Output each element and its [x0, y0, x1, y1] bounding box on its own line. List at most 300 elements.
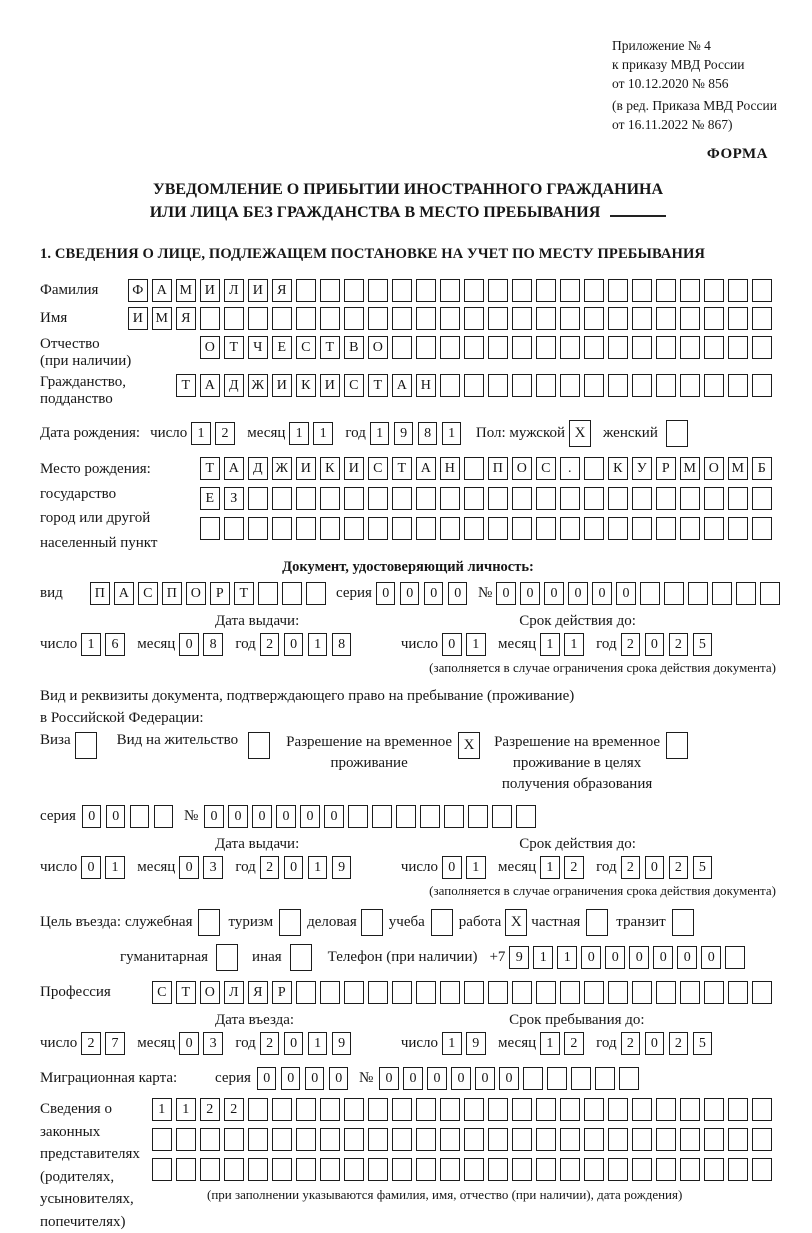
- char-box[interactable]: И: [272, 374, 292, 397]
- char-box[interactable]: [152, 1158, 172, 1181]
- char-box[interactable]: [608, 517, 628, 540]
- char-box[interactable]: [656, 981, 676, 1004]
- char-box[interactable]: Т: [200, 457, 220, 480]
- char-box[interactable]: Я: [176, 307, 196, 330]
- char-box[interactable]: М: [680, 457, 700, 480]
- char-box[interactable]: [560, 307, 580, 330]
- char-box[interactable]: [320, 307, 340, 330]
- char-box[interactable]: [586, 909, 608, 936]
- char-box[interactable]: [632, 374, 652, 397]
- char-box[interactable]: [320, 1128, 340, 1151]
- char-box[interactable]: [488, 374, 508, 397]
- char-box[interactable]: [512, 517, 532, 540]
- char-box[interactable]: [656, 279, 676, 302]
- char-box[interactable]: Ж: [272, 457, 292, 480]
- char-box[interactable]: Т: [234, 582, 254, 605]
- char-box[interactable]: [516, 805, 536, 828]
- char-box[interactable]: [728, 517, 748, 540]
- char-box[interactable]: [392, 307, 412, 330]
- char-box[interactable]: О: [512, 457, 532, 480]
- char-box[interactable]: Т: [176, 374, 196, 397]
- char-box[interactable]: [464, 487, 484, 510]
- char-box[interactable]: 0: [616, 582, 636, 605]
- char-box[interactable]: [536, 307, 556, 330]
- char-box[interactable]: А: [224, 457, 244, 480]
- char-box[interactable]: [680, 374, 700, 397]
- char-box[interactable]: [176, 1128, 196, 1151]
- char-box[interactable]: 0: [376, 582, 396, 605]
- char-box[interactable]: Н: [440, 457, 460, 480]
- char-box[interactable]: [416, 981, 436, 1004]
- char-box[interactable]: 2: [564, 856, 584, 879]
- char-box[interactable]: 0: [252, 805, 272, 828]
- char-box[interactable]: [279, 909, 301, 936]
- char-box[interactable]: [488, 307, 508, 330]
- char-box[interactable]: 8: [332, 633, 352, 656]
- char-box[interactable]: У: [632, 457, 652, 480]
- char-box[interactable]: 1: [442, 1032, 462, 1055]
- char-box[interactable]: Д: [248, 457, 268, 480]
- char-box[interactable]: [584, 374, 604, 397]
- char-box[interactable]: [656, 374, 676, 397]
- char-box[interactable]: 9: [332, 1032, 352, 1055]
- char-box[interactable]: [272, 487, 292, 510]
- char-box[interactable]: [704, 336, 724, 359]
- char-box[interactable]: 7: [105, 1032, 125, 1055]
- char-box[interactable]: С: [344, 374, 364, 397]
- char-box[interactable]: 0: [520, 582, 540, 605]
- char-box[interactable]: Н: [416, 374, 436, 397]
- char-box[interactable]: 1: [540, 633, 560, 656]
- char-box[interactable]: 9: [466, 1032, 486, 1055]
- char-box[interactable]: [680, 1128, 700, 1151]
- char-box[interactable]: [176, 1158, 196, 1181]
- char-box[interactable]: 0: [284, 1032, 304, 1055]
- char-box[interactable]: А: [114, 582, 134, 605]
- char-box[interactable]: А: [200, 374, 220, 397]
- char-box[interactable]: Т: [392, 457, 412, 480]
- char-box[interactable]: 2: [260, 633, 280, 656]
- char-box[interactable]: [468, 805, 488, 828]
- char-box[interactable]: [584, 487, 604, 510]
- char-box[interactable]: П: [488, 457, 508, 480]
- char-box[interactable]: 1: [308, 1032, 328, 1055]
- char-box[interactable]: [608, 307, 628, 330]
- char-box[interactable]: 0: [653, 946, 673, 969]
- char-box[interactable]: [512, 1098, 532, 1121]
- char-box[interactable]: [512, 279, 532, 302]
- char-box[interactable]: [656, 517, 676, 540]
- char-box[interactable]: [704, 1098, 724, 1121]
- char-box[interactable]: [492, 805, 512, 828]
- char-box[interactable]: [272, 307, 292, 330]
- char-box[interactable]: Ж: [248, 374, 268, 397]
- char-box[interactable]: [296, 1158, 316, 1181]
- char-box[interactable]: 1: [308, 633, 328, 656]
- char-box[interactable]: 0: [475, 1067, 495, 1090]
- char-box[interactable]: 2: [81, 1032, 101, 1055]
- char-box[interactable]: [368, 307, 388, 330]
- char-box[interactable]: [488, 1158, 508, 1181]
- char-box[interactable]: [584, 981, 604, 1004]
- sex-male-checkbox[interactable]: [569, 420, 591, 447]
- char-box[interactable]: 2: [669, 856, 689, 879]
- char-box[interactable]: [704, 517, 724, 540]
- char-box[interactable]: И: [128, 307, 148, 330]
- char-box[interactable]: [248, 487, 268, 510]
- char-box[interactable]: [632, 336, 652, 359]
- char-box[interactable]: 1: [313, 422, 333, 445]
- char-box[interactable]: [632, 487, 652, 510]
- char-box[interactable]: [368, 487, 388, 510]
- char-box[interactable]: С: [536, 457, 556, 480]
- char-box[interactable]: [440, 279, 460, 302]
- char-box[interactable]: [640, 582, 660, 605]
- char-box[interactable]: [224, 1128, 244, 1151]
- char-box[interactable]: [752, 336, 772, 359]
- char-box[interactable]: 2: [564, 1032, 584, 1055]
- char-box[interactable]: [584, 1128, 604, 1151]
- char-box[interactable]: 1: [557, 946, 577, 969]
- char-box[interactable]: [728, 307, 748, 330]
- char-box[interactable]: [392, 487, 412, 510]
- char-box[interactable]: [728, 981, 748, 1004]
- char-box[interactable]: О: [200, 336, 220, 359]
- char-box[interactable]: [272, 1158, 292, 1181]
- purpose-work-checkbox[interactable]: [505, 909, 527, 936]
- char-box[interactable]: [296, 307, 316, 330]
- char-box[interactable]: [396, 805, 416, 828]
- char-box[interactable]: [248, 1128, 268, 1151]
- char-box[interactable]: 5: [693, 1032, 713, 1055]
- char-box[interactable]: [272, 517, 292, 540]
- char-box[interactable]: [728, 1128, 748, 1151]
- char-box[interactable]: В: [344, 336, 364, 359]
- char-box[interactable]: [666, 420, 688, 447]
- char-box[interactable]: [584, 1098, 604, 1121]
- purpose-official-checkbox[interactable]: [198, 909, 220, 936]
- char-box[interactable]: 0: [179, 633, 199, 656]
- char-box[interactable]: [488, 1128, 508, 1151]
- char-box[interactable]: 3: [203, 856, 223, 879]
- char-box[interactable]: [392, 517, 412, 540]
- char-box[interactable]: 0: [82, 805, 102, 828]
- char-box[interactable]: [130, 805, 150, 828]
- char-box[interactable]: [344, 1098, 364, 1121]
- char-box[interactable]: З: [224, 487, 244, 510]
- char-box[interactable]: К: [296, 374, 316, 397]
- char-box[interactable]: [608, 1128, 628, 1151]
- char-box[interactable]: 0: [427, 1067, 447, 1090]
- char-box[interactable]: 0: [257, 1067, 277, 1090]
- residence-permit-checkbox[interactable]: [248, 732, 270, 759]
- char-box[interactable]: [704, 487, 724, 510]
- char-box[interactable]: [632, 517, 652, 540]
- char-box[interactable]: 0: [281, 1067, 301, 1090]
- char-box[interactable]: [344, 981, 364, 1004]
- char-box[interactable]: 0: [496, 582, 516, 605]
- char-box[interactable]: [488, 487, 508, 510]
- char-box[interactable]: [704, 279, 724, 302]
- char-box[interactable]: [248, 732, 270, 759]
- edu-permit-checkbox[interactable]: [666, 732, 688, 759]
- char-box[interactable]: 0: [228, 805, 248, 828]
- char-box[interactable]: 5: [693, 856, 713, 879]
- char-box[interactable]: [736, 582, 756, 605]
- char-box[interactable]: [464, 279, 484, 302]
- char-box[interactable]: [752, 487, 772, 510]
- char-box[interactable]: 8: [203, 633, 223, 656]
- char-box[interactable]: 2: [260, 856, 280, 879]
- char-box[interactable]: [392, 981, 412, 1004]
- char-box[interactable]: [344, 1128, 364, 1151]
- char-box[interactable]: [440, 487, 460, 510]
- char-box[interactable]: [752, 981, 772, 1004]
- char-box[interactable]: [656, 307, 676, 330]
- purpose-business-checkbox[interactable]: [361, 909, 383, 936]
- char-box[interactable]: [440, 517, 460, 540]
- purpose-private-checkbox[interactable]: [586, 909, 608, 936]
- char-box[interactable]: Л: [224, 279, 244, 302]
- char-box[interactable]: [306, 582, 326, 605]
- char-box[interactable]: [704, 374, 724, 397]
- char-box[interactable]: 0: [645, 856, 665, 879]
- char-box[interactable]: [416, 517, 436, 540]
- char-box[interactable]: [560, 1128, 580, 1151]
- char-box[interactable]: [672, 909, 694, 936]
- char-box[interactable]: [512, 1158, 532, 1181]
- char-box[interactable]: [536, 1098, 556, 1121]
- char-box[interactable]: [632, 1128, 652, 1151]
- char-box[interactable]: 0: [605, 946, 625, 969]
- purpose-study-checkbox[interactable]: [431, 909, 453, 936]
- char-box[interactable]: [560, 1098, 580, 1121]
- char-box[interactable]: 0: [499, 1067, 519, 1090]
- char-box[interactable]: Е: [272, 336, 292, 359]
- char-box[interactable]: [440, 981, 460, 1004]
- char-box[interactable]: Т: [176, 981, 196, 1004]
- char-box[interactable]: [368, 981, 388, 1004]
- char-box[interactable]: Я: [248, 981, 268, 1004]
- char-box[interactable]: [536, 981, 556, 1004]
- char-box[interactable]: 0: [204, 805, 224, 828]
- char-box[interactable]: [704, 1158, 724, 1181]
- char-box[interactable]: 0: [677, 946, 697, 969]
- char-box[interactable]: 2: [200, 1098, 220, 1121]
- char-box[interactable]: [536, 336, 556, 359]
- char-box[interactable]: [440, 374, 460, 397]
- char-box[interactable]: [584, 307, 604, 330]
- char-box[interactable]: X: [458, 732, 480, 759]
- char-box[interactable]: 2: [224, 1098, 244, 1121]
- char-box[interactable]: 0: [442, 856, 462, 879]
- char-box[interactable]: [464, 1098, 484, 1121]
- char-box[interactable]: [680, 517, 700, 540]
- char-box[interactable]: 1: [308, 856, 328, 879]
- char-box[interactable]: М: [176, 279, 196, 302]
- char-box[interactable]: [608, 981, 628, 1004]
- char-box[interactable]: 0: [179, 856, 199, 879]
- char-box[interactable]: 0: [645, 633, 665, 656]
- char-box[interactable]: [296, 981, 316, 1004]
- char-box[interactable]: [632, 981, 652, 1004]
- char-box[interactable]: [608, 336, 628, 359]
- char-box[interactable]: [560, 517, 580, 540]
- char-box[interactable]: [198, 909, 220, 936]
- char-box[interactable]: [444, 805, 464, 828]
- char-box[interactable]: [680, 1158, 700, 1181]
- char-box[interactable]: 0: [581, 946, 601, 969]
- char-box[interactable]: [752, 307, 772, 330]
- char-box[interactable]: Ч: [248, 336, 268, 359]
- char-box[interactable]: [296, 1098, 316, 1121]
- char-box[interactable]: [320, 981, 340, 1004]
- char-box[interactable]: [488, 336, 508, 359]
- char-box[interactable]: С: [138, 582, 158, 605]
- char-box[interactable]: [416, 307, 436, 330]
- char-box[interactable]: 0: [300, 805, 320, 828]
- char-box[interactable]: И: [200, 279, 220, 302]
- char-box[interactable]: 0: [403, 1067, 423, 1090]
- char-box[interactable]: 1: [191, 422, 211, 445]
- char-box[interactable]: [431, 909, 453, 936]
- char-box[interactable]: [536, 374, 556, 397]
- char-box[interactable]: А: [152, 279, 172, 302]
- char-box[interactable]: 0: [179, 1032, 199, 1055]
- char-box[interactable]: 0: [284, 856, 304, 879]
- char-box[interactable]: 2: [669, 1032, 689, 1055]
- char-box[interactable]: 2: [669, 633, 689, 656]
- char-box[interactable]: [440, 1128, 460, 1151]
- char-box[interactable]: О: [368, 336, 388, 359]
- char-box[interactable]: 9: [332, 856, 352, 879]
- char-box[interactable]: [560, 487, 580, 510]
- char-box[interactable]: [560, 336, 580, 359]
- char-box[interactable]: [584, 279, 604, 302]
- char-box[interactable]: И: [344, 457, 364, 480]
- char-box[interactable]: [154, 805, 174, 828]
- char-box[interactable]: [75, 732, 97, 759]
- char-box[interactable]: [752, 1158, 772, 1181]
- char-box[interactable]: [704, 981, 724, 1004]
- char-box[interactable]: 1: [466, 856, 486, 879]
- char-box[interactable]: 2: [621, 1032, 641, 1055]
- char-box[interactable]: [584, 517, 604, 540]
- char-box[interactable]: И: [248, 279, 268, 302]
- char-box[interactable]: [296, 279, 316, 302]
- char-box[interactable]: [536, 279, 556, 302]
- char-box[interactable]: [584, 336, 604, 359]
- char-box[interactable]: [688, 582, 708, 605]
- char-box[interactable]: [728, 1098, 748, 1121]
- char-box[interactable]: [584, 457, 604, 480]
- char-box[interactable]: [512, 981, 532, 1004]
- char-box[interactable]: 0: [284, 633, 304, 656]
- char-box[interactable]: [464, 336, 484, 359]
- char-box[interactable]: [512, 487, 532, 510]
- char-box[interactable]: 0: [448, 582, 468, 605]
- char-box[interactable]: [488, 279, 508, 302]
- char-box[interactable]: [464, 1158, 484, 1181]
- char-box[interactable]: [632, 1098, 652, 1121]
- char-box[interactable]: [536, 517, 556, 540]
- char-box[interactable]: [619, 1067, 639, 1090]
- char-box[interactable]: [200, 517, 220, 540]
- char-box[interactable]: [344, 307, 364, 330]
- char-box[interactable]: [656, 487, 676, 510]
- char-box[interactable]: [725, 946, 745, 969]
- char-box[interactable]: 2: [260, 1032, 280, 1055]
- char-box[interactable]: [296, 1128, 316, 1151]
- char-box[interactable]: [440, 1158, 460, 1181]
- char-box[interactable]: 1: [533, 946, 553, 969]
- char-box[interactable]: Р: [656, 457, 676, 480]
- char-box[interactable]: 3: [203, 1032, 223, 1055]
- char-box[interactable]: [680, 279, 700, 302]
- char-box[interactable]: 0: [324, 805, 344, 828]
- char-box[interactable]: [368, 279, 388, 302]
- char-box[interactable]: [680, 307, 700, 330]
- char-box[interactable]: 0: [424, 582, 444, 605]
- visa-checkbox[interactable]: [75, 732, 97, 759]
- char-box[interactable]: [488, 1098, 508, 1121]
- char-box[interactable]: Т: [368, 374, 388, 397]
- char-box[interactable]: А: [416, 457, 436, 480]
- char-box[interactable]: [224, 517, 244, 540]
- char-box[interactable]: [348, 805, 368, 828]
- char-box[interactable]: [368, 1098, 388, 1121]
- char-box[interactable]: [248, 1098, 268, 1121]
- char-box[interactable]: [584, 1158, 604, 1181]
- char-box[interactable]: [416, 336, 436, 359]
- char-box[interactable]: [728, 336, 748, 359]
- char-box[interactable]: Д: [224, 374, 244, 397]
- char-box[interactable]: [392, 1128, 412, 1151]
- char-box[interactable]: 0: [106, 805, 126, 828]
- char-box[interactable]: 1: [564, 633, 584, 656]
- char-box[interactable]: [248, 517, 268, 540]
- char-box[interactable]: [344, 279, 364, 302]
- char-box[interactable]: [664, 582, 684, 605]
- char-box[interactable]: [632, 279, 652, 302]
- char-box[interactable]: [512, 1128, 532, 1151]
- char-box[interactable]: 9: [509, 946, 529, 969]
- char-box[interactable]: [680, 487, 700, 510]
- char-box[interactable]: Б: [752, 457, 772, 480]
- char-box[interactable]: [512, 336, 532, 359]
- char-box[interactable]: [344, 487, 364, 510]
- char-box[interactable]: [224, 1158, 244, 1181]
- char-box[interactable]: [608, 374, 628, 397]
- char-box[interactable]: [344, 517, 364, 540]
- char-box[interactable]: [392, 1158, 412, 1181]
- char-box[interactable]: 2: [621, 856, 641, 879]
- char-box[interactable]: [416, 1128, 436, 1151]
- char-box[interactable]: [420, 805, 440, 828]
- char-box[interactable]: [392, 1098, 412, 1121]
- char-box[interactable]: О: [186, 582, 206, 605]
- char-box[interactable]: 0: [81, 856, 101, 879]
- char-box[interactable]: [656, 1128, 676, 1151]
- char-box[interactable]: [536, 1128, 556, 1151]
- char-box[interactable]: [464, 517, 484, 540]
- char-box[interactable]: 0: [400, 582, 420, 605]
- char-box[interactable]: [464, 981, 484, 1004]
- char-box[interactable]: [440, 1098, 460, 1121]
- char-box[interactable]: 1: [540, 856, 560, 879]
- char-box[interactable]: [536, 487, 556, 510]
- char-box[interactable]: [361, 909, 383, 936]
